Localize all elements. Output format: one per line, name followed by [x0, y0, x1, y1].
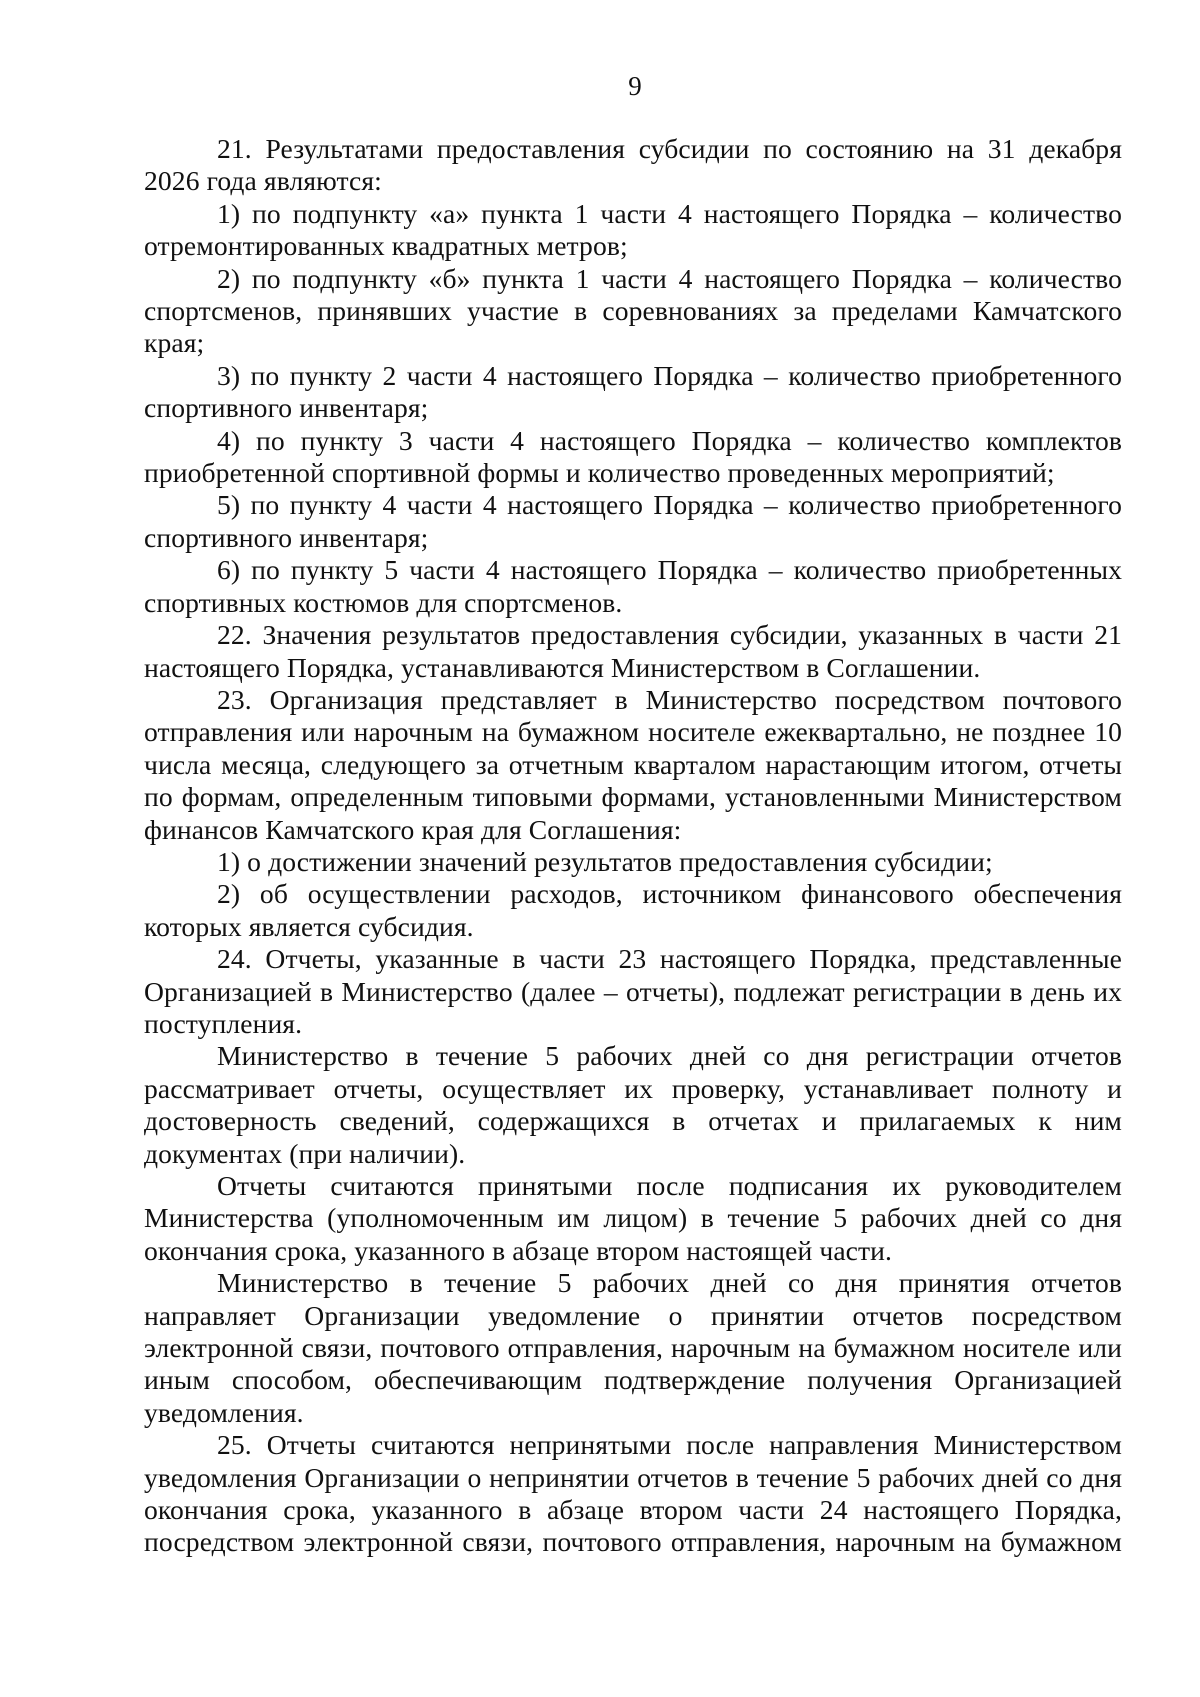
paragraph-21-item-1: 1) по подпункту «а» пункта 1 части 4 настоящего Порядка – количество отремонтированных квадратных метров;	[144, 197, 1122, 262]
page-number: 9	[628, 71, 642, 101]
paragraph-23-item-2: 2) об осуществлении расходов, источником финансового обеспечения которых является субсидия.	[144, 878, 1122, 942]
paragraph-25: 25. Отчеты считаются непринятыми после направления Министерством уведомления Организации о непринятии отчетов в течение 5 рабочих дней со дня окончания срока, указанного в абзаце втором части 24 настоящего Порядка, посредством электронной связи, почтового отправления, нарочным на бумажном	[144, 1429, 1122, 1558]
paragraph-21-item-5: 5) по пункту 4 части 4 настоящего Порядка – количество приобретенного спортивного инвентаря;	[144, 489, 1122, 553]
paragraph-23-item-1: 1) о достижении значений результатов предоставления субсидии;	[217, 845, 993, 877]
paragraph-24-acceptance: Отчеты считаются принятыми после подписания их руководителем Министерства (уполномоченным им лицом) в течение 5 рабочих дней со дня окончания срока, указанного в абзаце втором настоящей части.	[144, 1170, 1122, 1266]
paragraph-23: 23. Организация представляет в Министерство посредством почтового отправления или нарочным на бумажном носителе ежеквартально, не позднее 10 числа месяца, следующего за отчетным кварталом нарастающим итогом, отчеты по формам, определенным типовыми формами, установленными Министерством финансов Камчатского края для Соглашения:	[144, 683, 1122, 845]
paragraph-21-item-2: 2) по подпункту «б» пункта 1 части 4 настоящего Порядка – количество спортсменов, принявших участие в соревнованиях за пределами Камчатского края;	[144, 262, 1122, 359]
paragraph-21-item-6: 6) по пункту 5 части 4 настоящего Порядка – количество приобретенных спортивных костюмов для спортсменов.	[144, 554, 1122, 618]
paragraph-24-review: Министерство в течение 5 рабочих дней со дня регистрации отчетов рассматривает отчеты, осуществляет их проверку, устанавливает полноту и достоверность сведений, содержащихся в отчетах и прилагаемых к ним документах (при наличии).	[144, 1040, 1122, 1169]
paragraph-21-item-4: 4) по пункту 3 части 4 настоящего Порядка – количество комплектов приобретенной спортивной формы и количество проведенных мероприятий;	[144, 424, 1122, 489]
paragraph-24: 24. Отчеты, указанные в части 23 настоящего Порядка, представленные Организацией в Министерство (далее – отчеты), подлежат регистрации в день их поступления.	[144, 943, 1122, 1039]
paragraph-24-notification: Министерство в течение 5 рабочих дней со дня принятия отчетов направляет Организации уведомление о принятии отчетов посредством электронной связи, почтового отправления, нарочным на бумажном носителе или иным способом, обеспечивающим подтверждение получения Организацией уведомления.	[144, 1267, 1122, 1428]
paragraph-21-item-3: 3) по пункту 2 части 4 настоящего Порядка – количество приобретенного спортивного инвентаря;	[144, 359, 1122, 424]
paragraph-21: 21. Результатами предоставления субсидии по состоянию на 31 декабря 2026 года являются:	[144, 133, 1122, 197]
paragraph-22: 22. Значения результатов предоставления субсидии, указанных в части 21 настоящего Порядка, устанавливаются Министерством в Соглашении.	[144, 619, 1122, 683]
document-body	[144, 133, 1122, 1559]
